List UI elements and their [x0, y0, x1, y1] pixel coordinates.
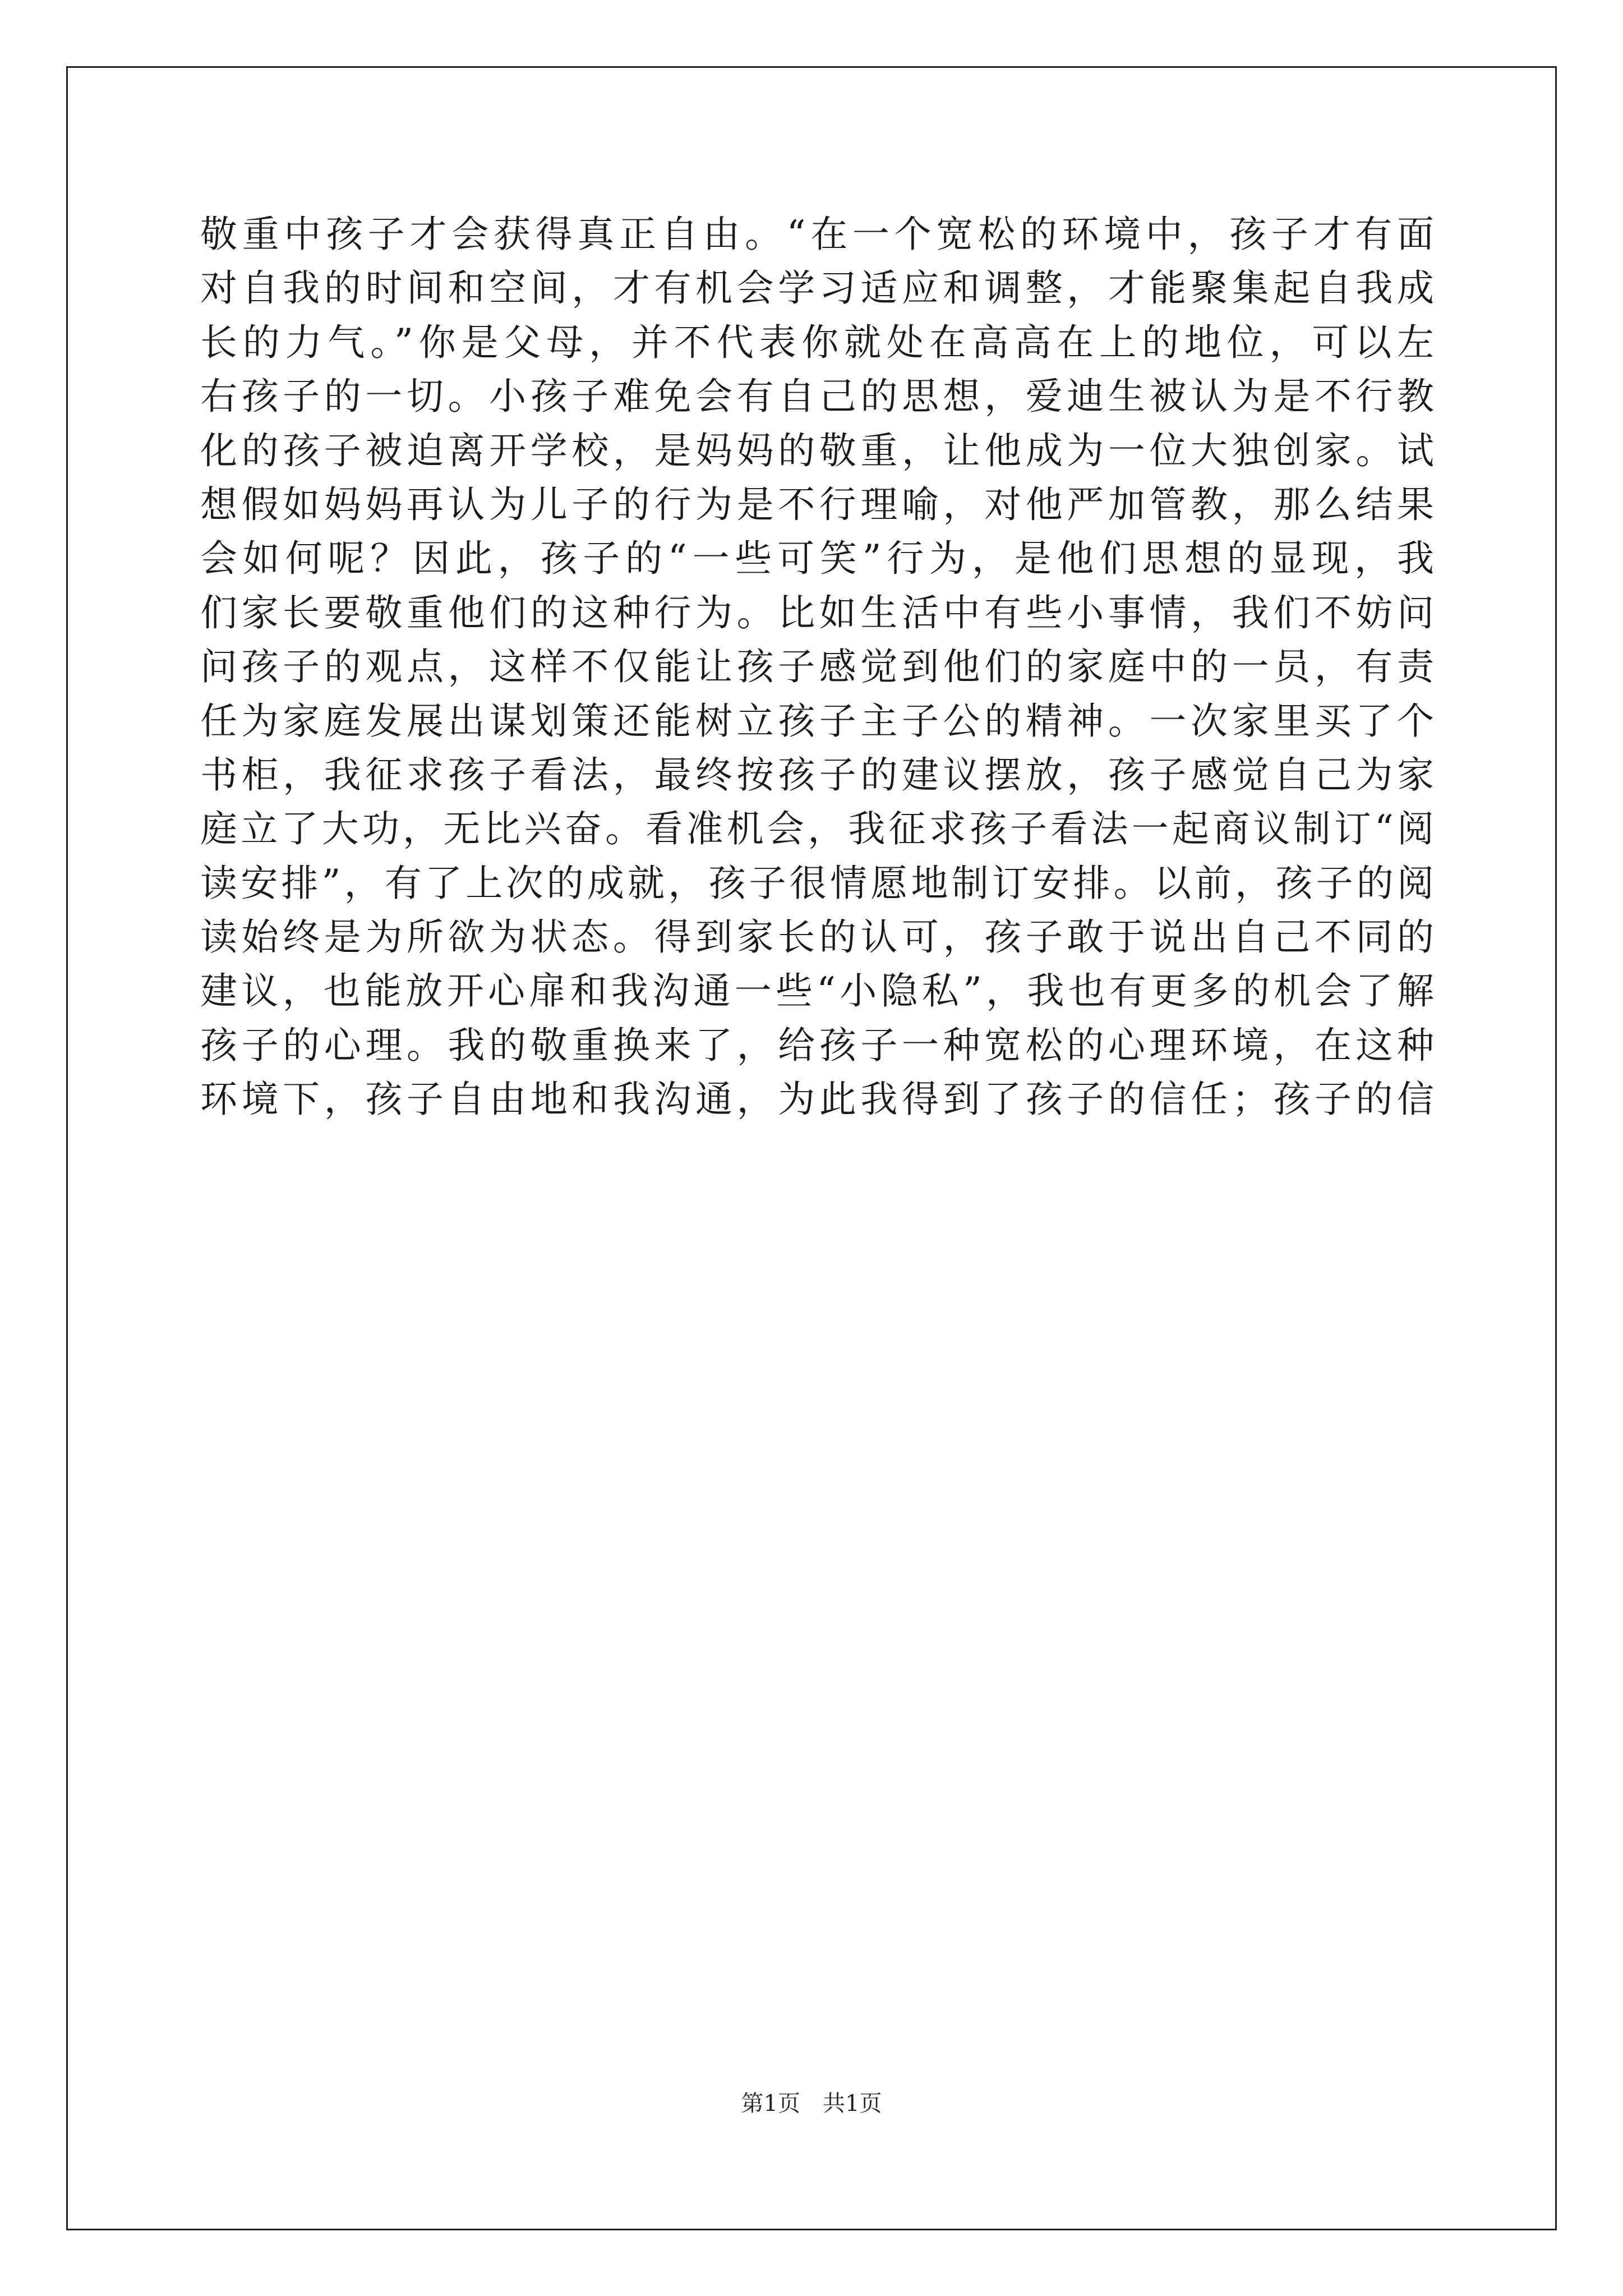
- text-line: 建议，也能放开心扉和我沟通一些“小隐私”，我也有更多的机会了解: [200, 969, 1434, 1013]
- text-line: 敬重中孩子才会获得真正自由。“在一个宽松的环境中，孩子才有面: [200, 213, 1434, 256]
- text-line: 读始终是为所欲为状态。得到家长的认可，孩子敢于说出自己不同的: [200, 915, 1434, 959]
- page-number: 第1页 共1页: [741, 2091, 882, 2116]
- text-line: 环境下，孩子自由地和我沟通，为此我得到了孩子的信任；孩子的信: [200, 1078, 1434, 1121]
- text-line: 化的孩子被迫离开学校，是妈妈的敬重，让他成为一位大独创家。试: [200, 429, 1434, 472]
- text-line: 对自我的时间和空间，才有机会学习适应和调整，才能聚集起自我成: [200, 266, 1434, 310]
- text-line: 孩子的心理。我的敬重换来了，给孩子一种宽松的心理环境，在这种: [200, 1023, 1434, 1067]
- text-line: 想假如妈妈再认为儿子的行为是不行理喻，对他严加管教，那么结果: [200, 482, 1434, 526]
- body-text: [200, 208, 1434, 1127]
- text-line: 长的力气。”你是父母，并不代表你就处在高高在上的地位，可以左: [200, 320, 1434, 364]
- text-line: 任为家庭发展出谋划策还能树立孩子主子公的精神。一次家里买了个: [200, 699, 1434, 743]
- text-line: 读安排”，有了上次的成就，孩子很情愿地制订安排。以前，孩子的阅: [200, 861, 1434, 905]
- text-line: 会如何呢？因此，孩子的“一些可笑”行为，是他们思想的显现，我: [200, 537, 1434, 581]
- text-line: 庭立了大功，无比兴奋。看准机会，我征求孩子看法一起商议制订“阅: [200, 807, 1434, 851]
- text-line: 书柜，我征求孩子看法，最终按孩子的建议摆放，孩子感觉自己为家: [200, 753, 1434, 797]
- text-line: 右孩子的一切。小孩子难免会有自己的思想，爱迪生被认为是不行教: [200, 375, 1434, 418]
- text-line: 问孩子的观点，这样不仅能让孩子感觉到他们的家庭中的一员，有责: [200, 645, 1434, 689]
- text-line: 们家长要敬重他们的这种行为。比如生活中有些小事情，我们不妨问: [200, 591, 1434, 634]
- page-footer: [0, 2086, 1623, 2118]
